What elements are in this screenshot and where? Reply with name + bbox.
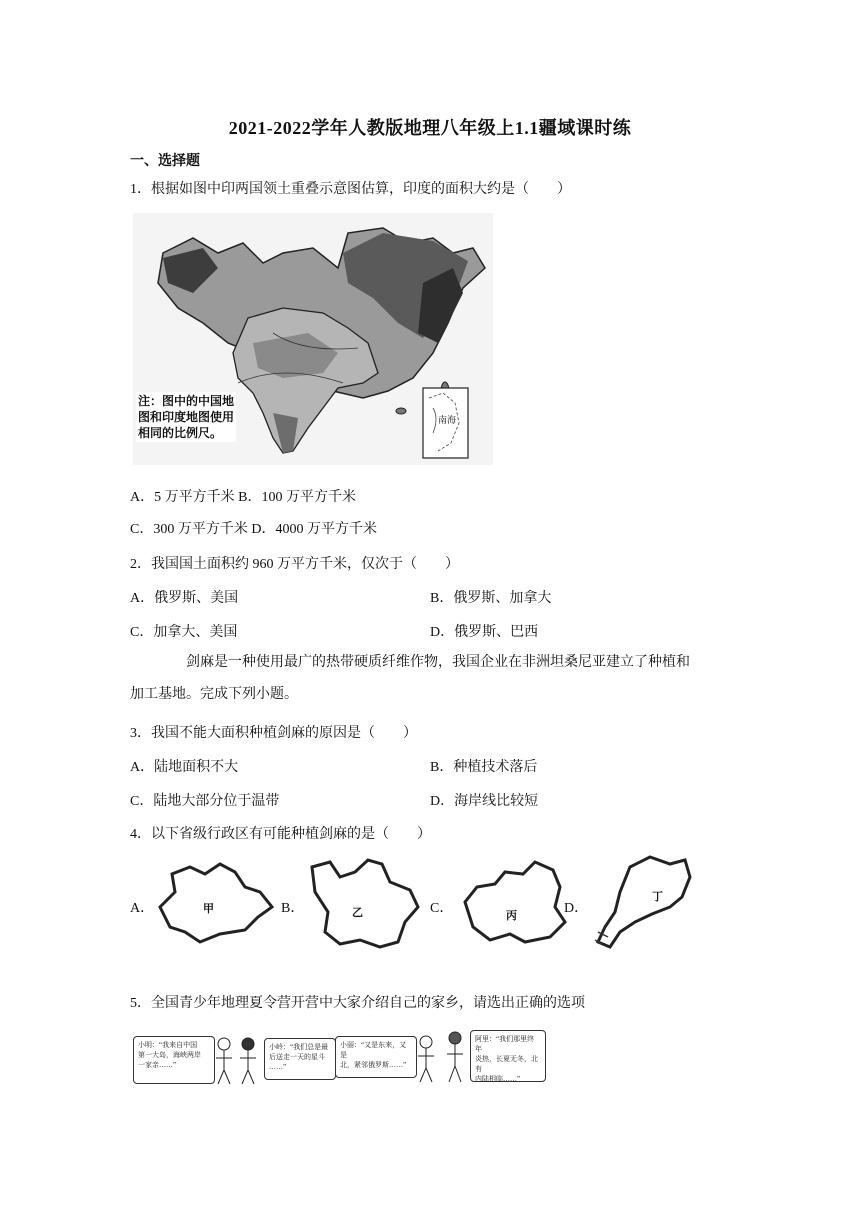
bubble-1-line-2: 第一大岛，海峡两岸 [138,1051,201,1059]
province-shape-a [150,852,280,952]
bubble-3-line-2: 北，紧邻俄罗斯……” [340,1061,407,1069]
inset-label: 南海 [438,415,457,425]
province-option-c-letter: C． [430,901,454,916]
question-3-stem: 3．我国不能大面积种植剑麻的原因是（ ） [130,726,417,741]
map-note-line-2: 图和印度地图使用 [138,410,235,424]
bubble-3-line-1: 小丽：“又是东来，又是 [340,1041,407,1059]
question-3-option-c: C．陆地大部分位于温带 [130,794,280,809]
speech-bubble-3 [335,1036,417,1078]
question-2-option-d: D．俄罗斯、巴西 [430,625,539,640]
bubble-1-line-3: 一家亲……” [138,1061,177,1069]
student-figure-3 [414,1034,438,1089]
question-3-option-d: D．海岸线比较短 [430,794,539,809]
section-heading: 一、选择题 [130,154,200,169]
question-2-option-a: A．俄罗斯、美国 [130,591,239,606]
student-figure-2 [236,1036,260,1091]
student-figure-4 [443,1030,467,1089]
speech-bubble-4 [470,1030,546,1082]
province-label-c: 丙 [506,910,517,922]
bubble-4-line-1: 阿里：“我们那里终年 [475,1035,535,1053]
map-note-line-3: 相同的比例尺。 [138,426,223,440]
province-option-d-letter: D． [564,901,589,916]
question-2-option-b: B．俄罗斯、加拿大 [430,591,552,606]
question-1-options-ab: A．5 万平方千米 B．100 万平方千米 [130,490,356,505]
province-option-a-letter: A． [130,901,155,916]
bubble-2-line-2: 后送走一天的星斗 [269,1053,325,1061]
speech-bubble-2 [264,1038,336,1080]
bubble-4-line-3: 内陆相临……” [475,1075,521,1083]
province-label-d: 丁 [652,891,663,903]
province-label-b: 乙 [352,907,363,919]
map-note [136,392,236,442]
question-3-option-b: B．种植技术落后 [430,760,538,775]
bubble-2-line-1: 小岭：“我们总是最 [269,1043,329,1051]
question-4-stem: 4．以下省级行政区有可能种植剑麻的是（ ） [130,827,431,842]
question-2-option-c: C．加拿大、美国 [130,625,238,640]
question-1-options-cd: C．300 万平方千米 D．4000 万平方千米 [130,522,377,537]
bubble-1-line-1: 小明：“我来自中国 [138,1041,198,1049]
student-figure-1 [212,1036,236,1091]
document-title: 2021-2022学年人教版地理八年级上1.1疆域课时练 [228,118,632,138]
province-shape-b [300,852,430,952]
province-label-a: 甲 [203,903,214,915]
province-option-b-letter: B． [281,901,305,916]
map-note-line-1: 注：图中的中国地 [138,394,235,408]
question-3-option-a: A．陆地面积不大 [130,760,239,775]
passage-line-1: 剑麻是一种使用最广的热带硬质纤维作物，我国企业在非洲坦桑尼亚建立了种植和 [186,655,690,670]
question-5-stem: 5．全国青少年地理夏令营开营中大家介绍自己的家乡，请选出正确的选项 [130,996,585,1011]
speech-bubble-1 [133,1036,215,1084]
question-2-stem: 2．我国国土面积约 960 万平方千米，仅次于（ ） [130,557,459,572]
bubble-4-line-2: 炎热，长夏无冬，北有 [475,1055,538,1073]
bubble-2-line-3: ……” [269,1063,287,1071]
question-1-stem: 1．根据如图中印两国领土重叠示意图估算，印度的面积大约是（ ） [130,182,571,197]
passage-line-2: 加工基地。完成下列小题。 [130,687,298,702]
